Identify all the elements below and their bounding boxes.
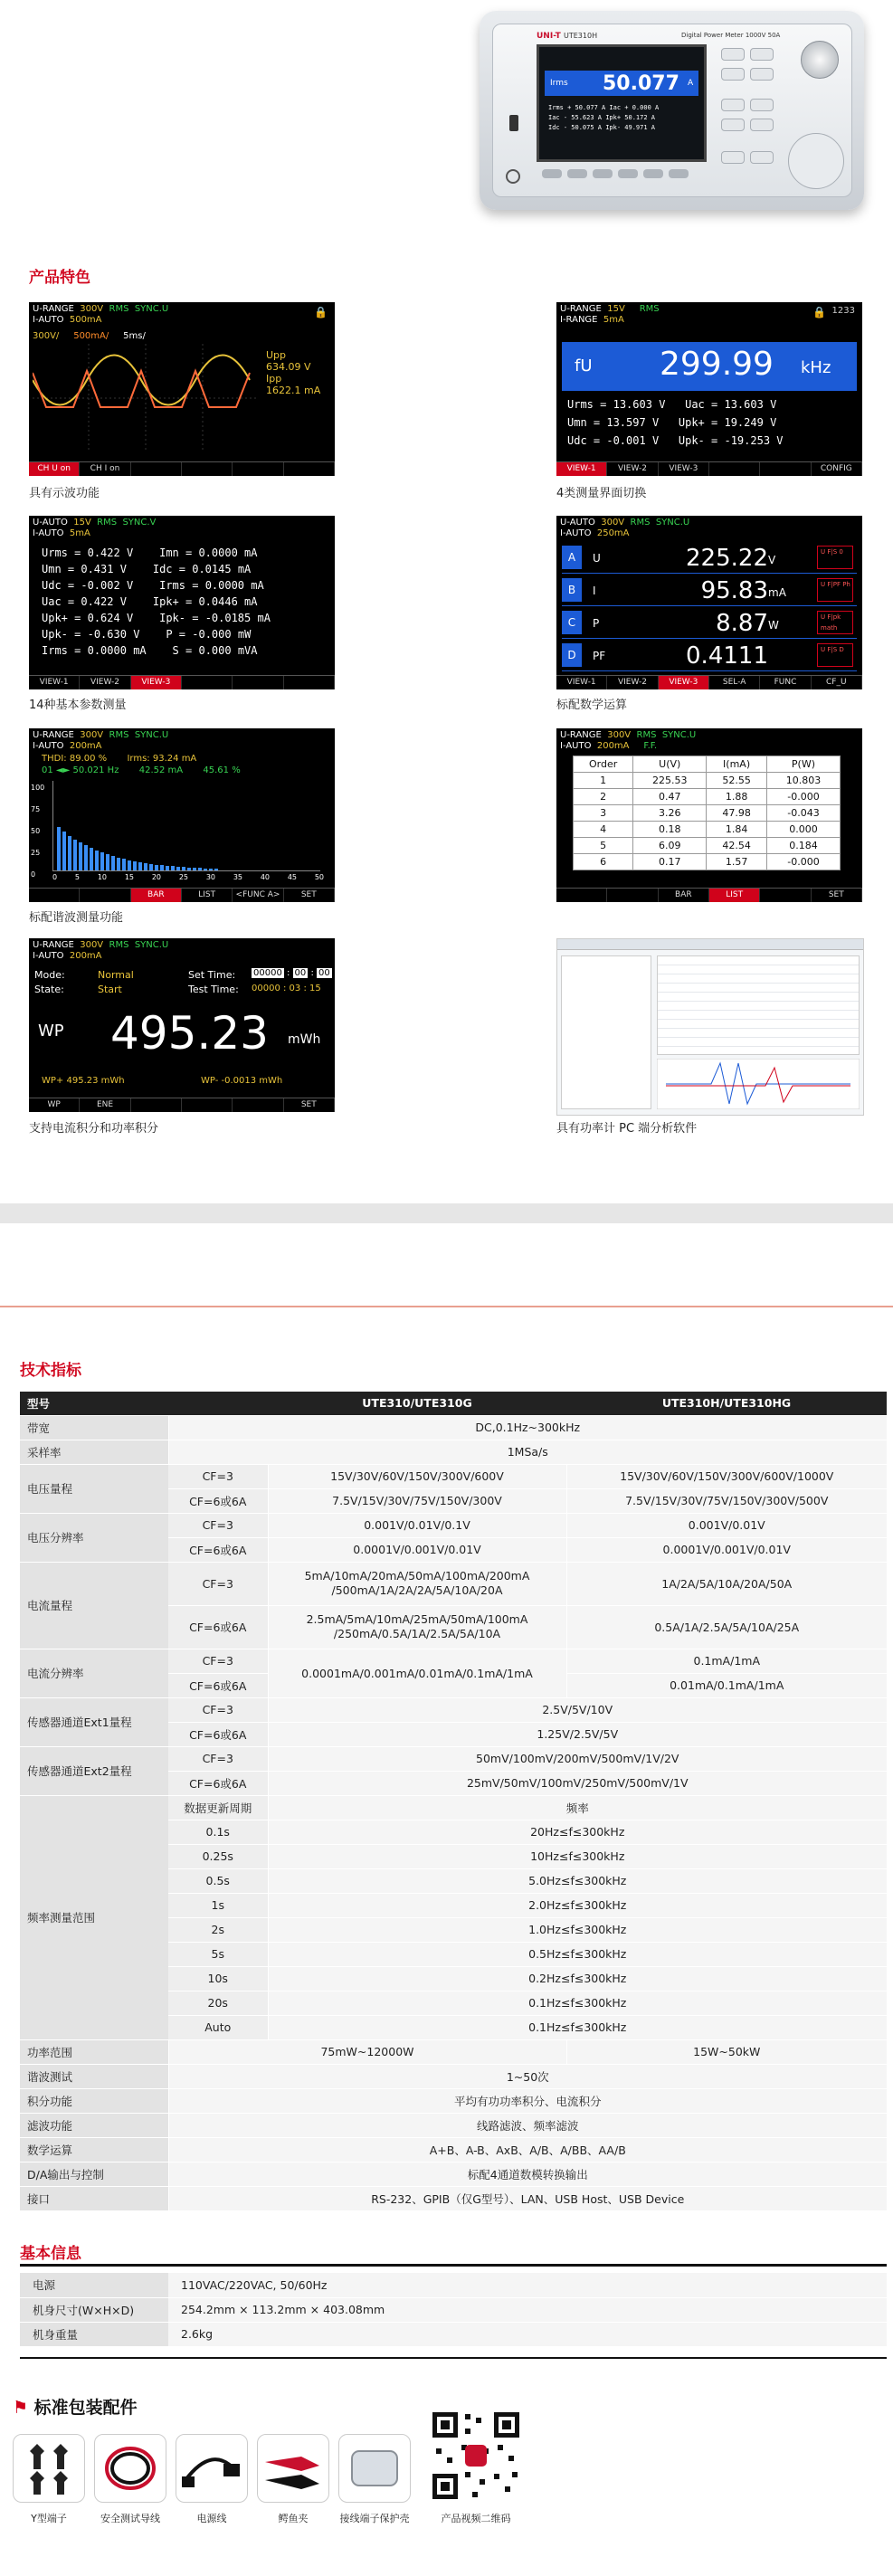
software-tree xyxy=(561,955,651,1109)
readout: Upp 634.09 V Ipp 1622.1 mA xyxy=(266,349,321,396)
harmonic-bar xyxy=(182,867,185,870)
screen-header: U-RANGE 300V RMS SYNC.U I-AUTO 200mA F.F. xyxy=(560,730,697,751)
screen-header: U-AUTO 15V RMS SYNC.V I-AUTO 5mA xyxy=(33,518,157,538)
test-leads-icon xyxy=(95,2435,166,2502)
softkey-bar xyxy=(556,675,862,689)
math-row: A U 225.22 V U F|S 0 xyxy=(562,543,857,574)
harmonic-bar xyxy=(166,866,169,870)
tab-view-2[interactable]: VIEW-2 xyxy=(607,462,658,476)
scale-row: 300V/ 500mA/ 5ms/ xyxy=(33,331,146,341)
panel-key xyxy=(721,48,745,61)
order-line: 01 ◄► 50.021 Hz 42.52 mA 45.61 % xyxy=(42,765,241,775)
tab-empty[interactable] xyxy=(284,462,335,476)
tab-empty[interactable] xyxy=(182,462,233,476)
tab-empty[interactable] xyxy=(182,676,233,689)
reading-unit: kHz xyxy=(801,358,831,377)
screen-header: U-RANGE 300V RMS SYNC.U I-AUTO 200mA xyxy=(33,940,169,961)
caption-harmonic: 标配谐波测量功能 xyxy=(29,911,124,925)
accessory-caption: Y型端子 xyxy=(31,2513,67,2524)
panel-key xyxy=(721,68,745,81)
device-screen xyxy=(537,44,707,162)
softkey xyxy=(593,169,613,178)
tab-func-a[interactable]: <FUNC A> xyxy=(233,889,283,902)
state-label: State: xyxy=(34,984,64,995)
tab-cf-u[interactable]: CF_U xyxy=(812,676,862,689)
wp-minus: WP- -0.0013 mWh xyxy=(201,1076,283,1086)
harmonic-bar xyxy=(138,862,142,870)
screen-basic-params: U-AUTO 15V RMS SYNC.V I-AUTO 5mA Urms = 0.422 V Imn = 0.0000 mA Umn = 0.431 V Idc = 0.0145 mA Udc = -0.002 V Irms = 0.0000 mA Uac = 0.422 V Ipk+ = 0.0446 mA Upk+ = 0.624 V Ipk- = -0.0185 mA Upk- = -0.630 V P = -0.000 mW Irms = 0.0000 mA S = 0.000 mVA VIEW-1 VIEW-2 VIEW-3 xyxy=(29,516,335,689)
softkey xyxy=(567,169,587,178)
screen-rows xyxy=(548,103,659,133)
mode-value: Normal xyxy=(98,969,134,981)
hero-section xyxy=(0,0,893,226)
screen-math xyxy=(556,516,862,689)
softkey-bar xyxy=(556,888,862,902)
table-row: 电源 110VAC/220VAC, 50/60Hz xyxy=(20,2273,887,2297)
softkey xyxy=(618,169,638,178)
table-row: 接口 RS-232、GPIB（仅G型号）、LAN、USB Host、USB Device xyxy=(20,2186,887,2210)
x-ticks: 0 5 10 15 20 25 30 35 40 45 50 xyxy=(52,873,324,881)
accessory-caption: 鳄鱼夹 xyxy=(278,2513,309,2524)
range-label: U-RANGE xyxy=(33,304,74,314)
accessory-terminal-cover xyxy=(338,2434,411,2503)
harmonic-bar xyxy=(111,856,115,870)
table-row: 0.1s 20Hz≤f≤300kHz xyxy=(20,1820,887,1844)
table-row: 传感器通道Ext1量程 CF=3 2.5V/5V/10V xyxy=(20,1697,887,1722)
caption-basic-params: 14种基本参数测量 xyxy=(29,699,127,712)
main-reading xyxy=(562,342,857,391)
tab-config[interactable]: CONFIG xyxy=(812,462,862,476)
mode-label: Mode: xyxy=(34,969,65,981)
screen-unit: A xyxy=(688,79,694,88)
caption-view-switch: 4类测量界面切换 xyxy=(556,487,647,500)
panel-key xyxy=(750,151,774,164)
reading-value: 299.99 xyxy=(660,346,774,383)
table-row: 电流量程 CF=3 5mA/10mA/20mA/50mA/100mA/200mA /500mA/1A/2A/2A/5A/10A/20A 1A/2A/5A/10A/20A/50A xyxy=(20,1562,887,1605)
panel-key xyxy=(721,99,745,111)
current-wave xyxy=(33,371,250,407)
accessory-test-leads xyxy=(94,2434,166,2503)
table-row: 电流分辨率 CF=3 0.0001mA/0.001mA/0.01mA/0.1mA/1mA 0.1mA/1mA xyxy=(20,1649,887,1673)
table-row: 0.5s 5.0Hz≤f≤300kHz xyxy=(20,1868,887,1893)
rotary-knob xyxy=(801,41,839,79)
harmonic-bar xyxy=(198,868,202,870)
alligator-clip-icon xyxy=(258,2435,328,2502)
panel-key xyxy=(721,151,745,164)
screen-row: Iac - 55.623 A Ipk+ 50.172 A xyxy=(548,114,656,121)
accessory-caption: 电源线 xyxy=(196,2513,227,2524)
table-row: CF=6或6A 7.5V/15V/30V/75V/150V/300V 7.5V/15V/30V/75V/150V/300V/500V xyxy=(20,1488,887,1513)
harmonic-bar xyxy=(193,868,196,870)
table-row: 0.25s 10Hz≤f≤300kHz xyxy=(20,1844,887,1868)
tab-empty[interactable] xyxy=(233,1098,283,1112)
tab-empty[interactable] xyxy=(131,1098,182,1112)
caption-oscilloscope: 具有示波功能 xyxy=(29,487,100,500)
table-row: 1 225.53 52.55 10.803 xyxy=(574,773,841,789)
voltage-wave xyxy=(33,356,250,405)
harmonic-bar xyxy=(204,869,207,870)
test-time-value: 00000 : 03 : 15 xyxy=(252,984,321,993)
tab-view-3[interactable]: VIEW-3 xyxy=(659,462,709,476)
tab-list[interactable]: LIST xyxy=(182,889,233,902)
harmonic-bar xyxy=(106,854,109,870)
harmonic-bar xyxy=(62,832,66,870)
harmonic-bar xyxy=(90,848,93,870)
tab-view-1[interactable]: VIEW-1 xyxy=(29,676,80,689)
tab-view-2[interactable]: VIEW-2 xyxy=(80,676,130,689)
caption-software: 具有功率计 PC 端分析软件 xyxy=(556,1122,698,1136)
panel-key xyxy=(721,119,745,131)
tab-func[interactable]: FUNC xyxy=(760,676,811,689)
y-terminal-icon xyxy=(14,2435,84,2502)
thd-line: THDI: 89.00 % Irms: 93.24 mA xyxy=(42,754,197,764)
accessories-title: ⚑ 标准包装配件 xyxy=(13,2398,138,2418)
tab-empty[interactable] xyxy=(80,889,130,902)
table-row: 5 6.09 42.54 0.184 xyxy=(574,838,841,854)
harmonic-bar xyxy=(122,859,126,870)
tab-sel-a[interactable]: SEL-A xyxy=(709,676,760,689)
math-row: D PF 0.4111 U F|S D xyxy=(562,641,857,671)
tab-view-1[interactable]: VIEW-1 xyxy=(556,676,607,689)
accessory-power-cord xyxy=(176,2434,248,2503)
harmonic-bar xyxy=(100,852,104,870)
screen-harmonic-list xyxy=(556,728,862,902)
table-row: 频率测量范围 数据更新周期 频率 xyxy=(20,1795,887,1820)
harmonic-bar xyxy=(214,869,218,870)
power-meter-device xyxy=(480,11,864,210)
table-row: 滤波功能 线路滤波、频率滤波 xyxy=(20,2113,887,2137)
qr-code[interactable] xyxy=(429,2409,523,2503)
bookmark-icon: ⚑ xyxy=(13,2398,29,2418)
table-row: 4 0.18 1.84 0.000 xyxy=(574,822,841,838)
reading-label: fU xyxy=(575,356,593,375)
tab-set[interactable]: SET xyxy=(284,889,335,902)
accessory-y-terminal xyxy=(13,2434,85,2503)
test-time-label: Test Time: xyxy=(188,984,239,995)
harmonic-bar xyxy=(95,851,99,870)
table-row: CF=6或6A 25mV/50mV/100mV/250mV/500mV/1V xyxy=(20,1771,887,1795)
harmonic-bar xyxy=(68,836,71,870)
table-row: 电压分辨率 CF=3 0.001V/0.01V/0.1V 0.001V/0.01V xyxy=(20,1513,887,1537)
tab-empty[interactable] xyxy=(233,676,283,689)
tab-empty[interactable] xyxy=(284,676,335,689)
integration-value: 495.23 xyxy=(110,1007,269,1060)
basic-rule xyxy=(20,2264,887,2267)
features-title: 产品特色 xyxy=(29,269,90,287)
device-front-panel xyxy=(492,24,852,197)
table-row: 采样率 1MSa/s xyxy=(20,1440,887,1464)
accessory-caption: 产品视频二维码 xyxy=(441,2513,511,2524)
panel-key xyxy=(750,68,774,81)
harmonic-bar xyxy=(84,845,88,870)
tab-list[interactable]: LIST xyxy=(709,889,760,902)
tab-empty[interactable] xyxy=(29,889,80,902)
table-row: CF=6或6A 0.0001V/0.001V/0.01V 0.0001V/0.001V/0.01V xyxy=(20,1537,887,1562)
red-divider xyxy=(0,1306,893,1307)
table-row: 2s 1.0Hz≤f≤300kHz xyxy=(20,1917,887,1942)
math-row: B I 95.83 mA U F|PF Ph xyxy=(562,575,857,606)
tab-view-2[interactable]: VIEW-2 xyxy=(607,676,658,689)
device-model: UTE310H xyxy=(564,32,598,40)
screen-header: U-AUTO 300V RMS SYNC.U I-AUTO 250mA xyxy=(560,518,690,538)
math-row: C P 8.87 W U F|pk math xyxy=(562,608,857,639)
softkey-bar xyxy=(556,461,862,476)
tab-bar[interactable]: BAR xyxy=(131,889,182,902)
table-row: Auto 0.1Hz≤f≤300kHz xyxy=(20,2015,887,2039)
accessory-caption: 安全测试导线 xyxy=(100,2513,160,2524)
screen-oscilloscope xyxy=(29,302,335,476)
tab-empty[interactable] xyxy=(760,889,811,902)
softkey-bar xyxy=(29,1098,335,1112)
tab-ch-u[interactable]: CH U on xyxy=(29,462,80,476)
basic-table xyxy=(20,2273,887,2347)
tab-empty[interactable] xyxy=(709,462,760,476)
screen-row: Idc - 50.075 A Ipk- 49.971 A xyxy=(548,124,656,131)
table-row: 3 3.26 47.98 -0.043 xyxy=(574,805,841,822)
accessory-caption: 接线端子保护壳 xyxy=(339,2513,410,2524)
power-cord-icon xyxy=(176,2435,247,2502)
harmonic-bar xyxy=(209,869,213,870)
table-row: CF=6或6A 1.25V/2.5V/5V xyxy=(20,1722,887,1746)
sync-label: SYNC.U xyxy=(134,304,169,314)
caption-integration: 支持电流积分和功率积分 xyxy=(29,1122,159,1136)
tab-set[interactable]: SET xyxy=(284,1098,335,1112)
tab-wp[interactable]: WP xyxy=(29,1098,80,1112)
device-brand: UNI-T xyxy=(537,32,561,41)
table-header: 型号 UTE310/UTE310G UTE310H/UTE310HG xyxy=(20,1392,887,1415)
table-row: 10s 0.2Hz≤f≤300kHz xyxy=(20,1966,887,1991)
section-divider xyxy=(0,1203,893,1223)
harmonic-table: Order U(V) I(mA) P(W) 1 225.53 52.55 10.803 2 0.47 1.88 -0.000 3 3.26 47.98 -0.043 4 0.18 1.84 0.000 5 6.09 42.54 0.184 6 0.17 1.57 -0.000 xyxy=(573,756,841,870)
tab-empty[interactable] xyxy=(760,462,811,476)
harmonic-bar xyxy=(176,867,180,870)
accessory-alligator-clip xyxy=(257,2434,329,2503)
softkey-bar xyxy=(29,888,335,902)
table-row: 功率范围 75mW~12000W 15W~50kW xyxy=(20,2039,887,2064)
harmonic-bar xyxy=(117,858,120,870)
tab-view-1[interactable]: VIEW-1 xyxy=(556,462,607,476)
basic-title: 基本信息 xyxy=(20,2245,81,2263)
table-row: 20s 0.1Hz≤f≤300kHz xyxy=(20,1991,887,2015)
wp-plus: WP+ 495.23 mWh xyxy=(42,1076,125,1086)
software-waveform xyxy=(657,1059,860,1109)
tab-view-3[interactable]: VIEW-3 xyxy=(659,676,709,689)
set-time-label: Set Time: xyxy=(188,969,236,981)
harmonic-bar xyxy=(57,827,61,870)
navigation-pad xyxy=(788,133,844,189)
table-row: 传感器通道Ext2量程 CF=3 50mV/100mV/200mV/500mV/1V/2V xyxy=(20,1746,887,1771)
device-title: Digital Power Meter 1000V 50A xyxy=(681,32,781,39)
tab-ch-i[interactable]: CH I on xyxy=(80,462,130,476)
table-row: 带宽 DC,0.1Hz~300kHz xyxy=(20,1415,887,1440)
y-ticks: 100 75 50 25 0 xyxy=(31,784,45,879)
table-row: 2 0.47 1.88 -0.000 xyxy=(574,789,841,805)
integration-unit: mWh xyxy=(288,1032,321,1047)
harmonic-bar xyxy=(149,864,153,870)
screen-header: U-RANGE 300V RMS SYNC.U I-AUTO 200mA xyxy=(33,730,169,751)
harmonic-chart xyxy=(52,781,320,871)
table-row: 积分功能 平均有功功率积分、电流积分 xyxy=(20,2088,887,2113)
tab-empty[interactable] xyxy=(556,889,607,902)
panel-key xyxy=(750,99,774,111)
tab-view-3[interactable]: VIEW-3 xyxy=(131,676,182,689)
counter: 1233 xyxy=(831,306,855,316)
tab-bar[interactable]: BAR xyxy=(659,889,709,902)
table-row: D/A输出与控制 标配4通道数模转换输出 xyxy=(20,2162,887,2186)
caption-math: 标配数学运算 xyxy=(556,699,628,712)
terminal-cover-icon xyxy=(339,2435,410,2502)
power-button xyxy=(506,169,520,184)
harmonic-bar xyxy=(133,861,137,870)
set-time-field[interactable]: 00000 : 00 : 00 xyxy=(253,968,330,978)
software-screenshot xyxy=(556,938,864,1116)
table-row: 5s 0.5Hz≤f≤300kHz xyxy=(20,1942,887,1966)
range-value: 300V xyxy=(80,304,104,314)
screen-label: Irms xyxy=(550,79,568,88)
harmonic-bar xyxy=(144,863,147,870)
tab-empty[interactable] xyxy=(233,462,283,476)
software-toolbar xyxy=(557,939,863,950)
screen-integration xyxy=(29,938,335,1112)
table-row: 机身尺寸(W×H×D) 254.2mm × 113.2mm × 403.08mm xyxy=(20,2297,887,2322)
tab-empty[interactable] xyxy=(131,462,182,476)
softkey-bar xyxy=(29,675,335,689)
screen-header xyxy=(33,304,168,326)
tab-empty[interactable] xyxy=(182,1098,233,1112)
screen-row: Irms + 50.077 A Iac + 0.000 A xyxy=(548,104,660,111)
table-row: 机身重量 2.6kg xyxy=(20,2322,887,2346)
qr-code-icon xyxy=(429,2409,523,2503)
table-row: 电压量程 CF=3 15V/30V/60V/150V/300V/600V 15V/30V/60V/150V/300V/600V/1000V xyxy=(20,1464,887,1488)
lock-icon: 🔒 xyxy=(314,306,328,318)
softkey xyxy=(669,169,689,178)
tab-ene[interactable]: ENE xyxy=(80,1098,130,1112)
screen-harmonic-bar xyxy=(29,728,335,902)
softkey xyxy=(542,169,562,178)
harmonic-bar xyxy=(187,868,191,870)
spec-table xyxy=(20,1392,887,2211)
harmonic-bar xyxy=(160,865,164,870)
range-label: I-AUTO xyxy=(33,315,64,325)
tab-empty[interactable] xyxy=(607,889,658,902)
basic-rule-bottom xyxy=(20,2357,887,2359)
tab-set[interactable]: SET xyxy=(812,889,862,902)
table-row: CF=6或6A 2.5mA/5mA/10mA/25mA/50mA/100mA /250mA/0.5A/1A/2.5A/5A/10A 0.5A/1A/2.5A/5A/10A/25A xyxy=(20,1605,887,1649)
range-value: 500mA xyxy=(69,315,102,325)
harmonic-bar xyxy=(171,866,175,870)
softkey xyxy=(643,169,663,178)
harmonic-bar xyxy=(128,860,131,870)
panel-key xyxy=(750,48,774,61)
softkey-bar xyxy=(29,461,335,476)
usb-port-icon xyxy=(509,115,518,131)
screen-header: U-RANGE 15V RMS I-RANGE 5mA xyxy=(560,304,660,325)
harmonic-bar xyxy=(155,865,158,870)
mode-label: RMS xyxy=(109,304,129,314)
panel-key xyxy=(750,119,774,131)
state-value: Start xyxy=(98,984,122,995)
table-row: CF=6或6A 0.01mA/0.1mA/1mA xyxy=(20,1673,887,1697)
integration-label: WP xyxy=(38,1022,64,1041)
table-row: 6 0.17 1.57 -0.000 xyxy=(574,854,841,870)
table-row: 1s 2.0Hz≤f≤300kHz xyxy=(20,1893,887,1917)
table-row: 谐波测试 1~50次 xyxy=(20,2064,887,2088)
spec-title: 技术指标 xyxy=(20,1362,81,1380)
harmonic-bar xyxy=(73,840,77,870)
harmonic-bar xyxy=(79,842,82,870)
table-row: 数学运算 A+B、A-B、AxB、A/B、A/BB、AA/B xyxy=(20,2137,887,2162)
software-table xyxy=(657,955,860,1055)
screen-value: 50.077 xyxy=(603,72,679,95)
screen-view-switch: U-RANGE 15V RMS I-RANGE 5mA 🔒 1233 fU 299.99 kHz Urms = 13.603 V Uac = 13.603 V Umn = 13.597 V Upk+ = 19.249 V Udc = -0.001 V Upk- = -19.253 V VIEW-1 VIEW-2 VIEW-3 CONFIG xyxy=(556,302,862,476)
lock-icon: 🔒 xyxy=(812,306,826,318)
